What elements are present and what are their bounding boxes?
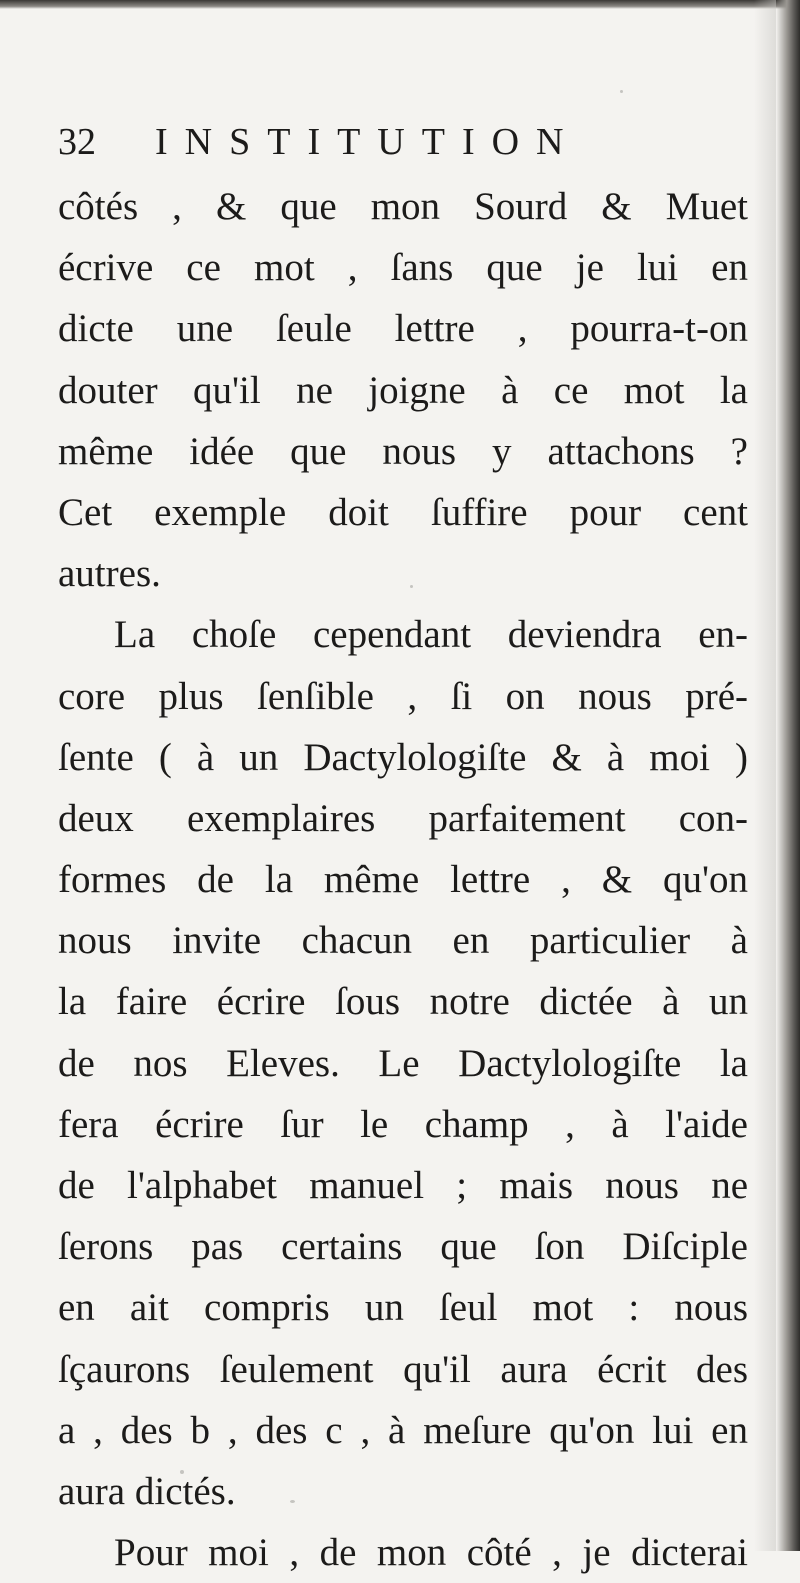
text-line: autres.	[58, 552, 161, 596]
text-line: core plus ſenſible , ſi on nous pré-	[58, 674, 748, 718]
text-line: Cet exemple doit ſuffire pour cent	[58, 490, 748, 534]
text-line: la faire écrire ſous notre dictée à un	[58, 980, 748, 1024]
text-line: écrive ce mot , ſans que je lui en	[58, 246, 748, 290]
text-line: deux exemplaires parfaitement con-	[58, 796, 748, 840]
paper-speck	[620, 90, 623, 93]
text-line: en ait compris un ſeul mot : nous	[58, 1286, 748, 1330]
page-header	[58, 118, 758, 176]
text-line: dicte une ſeule lettre , pourra-t-on	[58, 307, 748, 351]
text-line: de nos Eleves. Le Dactylologiſte la	[58, 1041, 748, 1085]
text-line: côtés , & que mon Sourd & Muet	[58, 185, 748, 228]
text-line: de l'alphabet manuel ; mais nous ne	[58, 1164, 748, 1207]
text-line: douter qu'il ne joigne à ce mot la	[58, 368, 748, 412]
paragraph-start-line: Pour moi , de mon côté , je dicterai	[114, 1531, 748, 1575]
text-line: même idée que nous y attachons ?	[58, 429, 748, 473]
text-line: ſerons pas certains que ſon Diſciple	[58, 1225, 748, 1269]
book-page	[58, 118, 758, 1583]
running-head: INSTITUTION	[155, 121, 581, 163]
text-line: fera écrire ſur le champ , à l'aide	[58, 1102, 748, 1146]
body-text	[58, 176, 758, 1583]
paragraph-start-line: La choſe cependant deviendra en-	[114, 613, 748, 657]
text-line: ſente ( à un Dactylologiſte & à moi )	[58, 735, 748, 779]
text-line: ſçaurons ſeulement qu'il aura écrit des	[58, 1347, 748, 1391]
page-top-edge-shadow	[0, 0, 800, 9]
page-number: 32	[58, 121, 96, 163]
page-right-edge-shadow	[776, 0, 800, 1551]
text-line: formes de la même lettre , & qu'on	[58, 858, 748, 902]
text-line: a , des b , des c , à meſure qu'on lui en	[58, 1408, 748, 1452]
text-line: aura dictés.	[58, 1469, 236, 1513]
text-line: nous invite chacun en particulier à	[58, 919, 748, 963]
